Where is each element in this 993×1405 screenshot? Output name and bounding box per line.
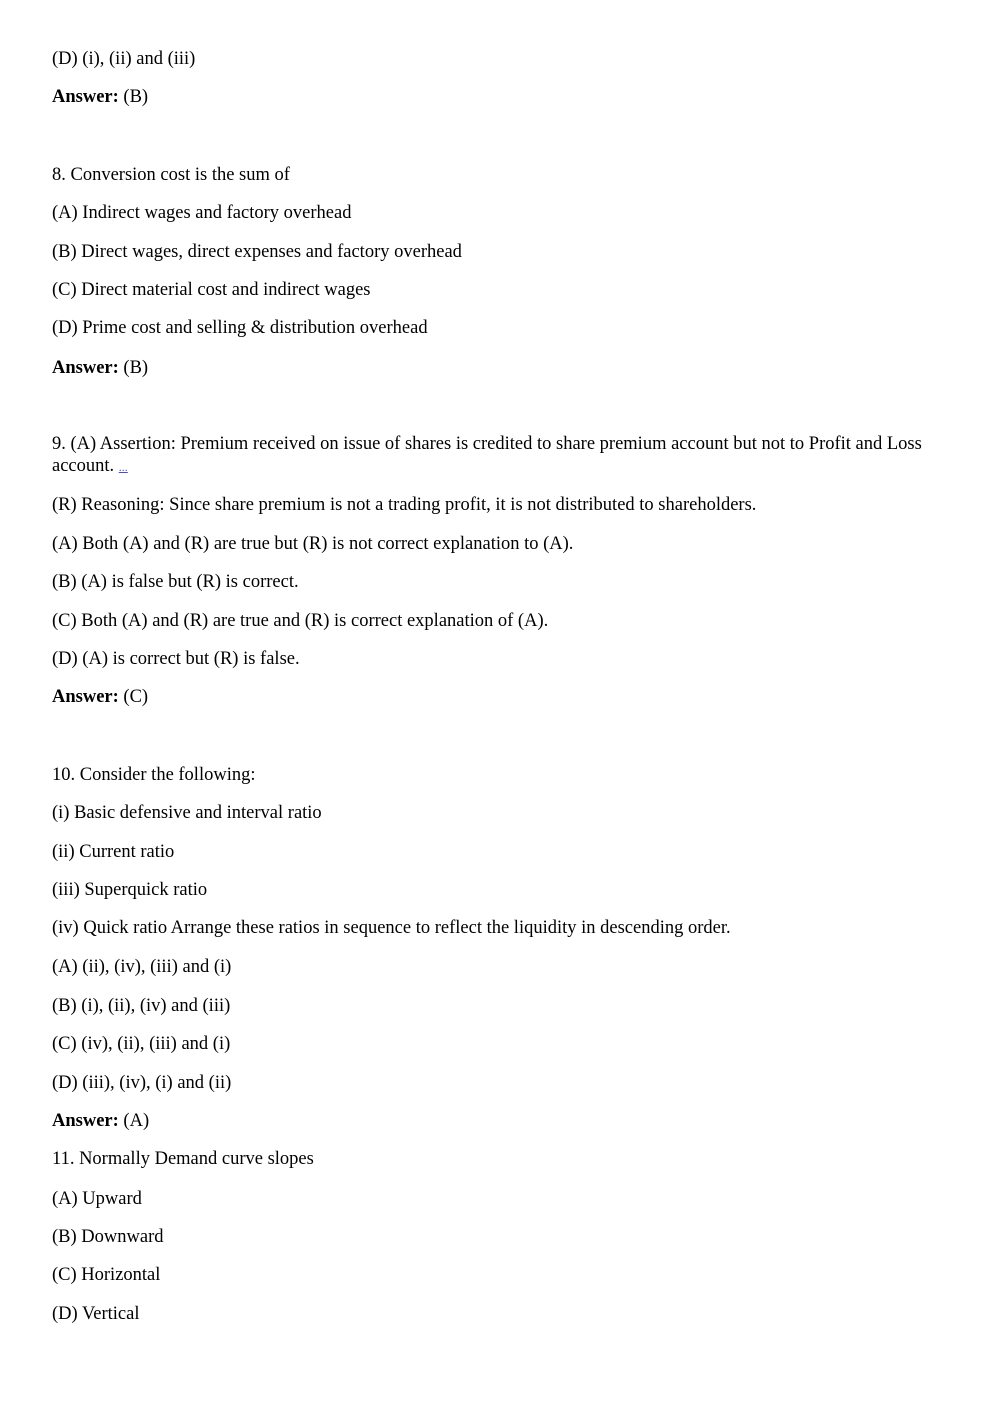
q11-question: 11. Normally Demand curve slopes [52, 1149, 314, 1169]
answer-value: (B) [118, 87, 149, 107]
q10-question: 10. Consider the following: [52, 765, 256, 785]
q7-answer [52, 86, 148, 108]
q11-option-c: (C) Horizontal [52, 1265, 161, 1285]
q11-option-d: (D) Vertical [52, 1304, 140, 1324]
answer-label: Answer: [52, 1111, 119, 1131]
q10-option-d: (D) (iii), (iv), (i) and (ii) [52, 1073, 232, 1093]
answer-value: (C) [118, 687, 149, 707]
q11-option-a: (A) Upward [52, 1189, 142, 1209]
answer-label: Answer: [52, 87, 119, 107]
answer-value: (B) [118, 358, 149, 378]
q9-option-a: (A) Both (A) and (R) are true but (R) is not correct explanation to (A). [52, 534, 574, 554]
q9-answer [52, 686, 148, 708]
q10-item-ii: (ii) Current ratio [52, 842, 175, 862]
answer-label: Answer: [52, 358, 119, 378]
q8-option-d: (D) Prime cost and selling & distribution overhead [52, 318, 428, 338]
q10-option-c: (C) (iv), (ii), (iii) and (i) [52, 1034, 231, 1054]
q8-answer [52, 357, 148, 379]
q9-option-c: (C) Both (A) and (R) are true and (R) is correct explanation of (A). [52, 611, 549, 631]
q10-item-iv: (iv) Quick ratio Arrange these ratios in sequence to reflect the liquidity in descending order. [52, 918, 731, 938]
q7-option-d: (D) (i), (ii) and (iii) [52, 49, 196, 69]
q8-option-c: (C) Direct material cost and indirect wages [52, 280, 371, 300]
q9-question [52, 433, 952, 478]
q9-reasoning: (R) Reasoning: Since share premium is not a trading profit, it is not distributed to shareholders. [52, 495, 757, 515]
q11-option-b: (B) Downward [52, 1227, 164, 1247]
q9-option-b: (B) (A) is false but (R) is correct. [52, 572, 299, 592]
q8-option-b: (B) Direct wages, direct expenses and factory overhead [52, 242, 462, 262]
q10-item-iii: (iii) Superquick ratio [52, 880, 208, 900]
q10-option-b: (B) (i), (ii), (iv) and (iii) [52, 996, 231, 1016]
q8-question: 8. Conversion cost is the sum of [52, 165, 290, 185]
answer-value: (A) [118, 1111, 150, 1131]
answer-label: Answer: [52, 687, 119, 707]
q9-option-d: (D) (A) is correct but (R) is false. [52, 649, 300, 669]
q9-question-text: 9. (A) Assertion: Premium received on issue of shares is credited to share premium account but not to Profit and Loss account. [52, 434, 922, 476]
more-link[interactable]: ... [118, 460, 128, 474]
q10-answer [52, 1110, 149, 1132]
q10-item-i: (i) Basic defensive and interval ratio [52, 803, 322, 823]
q8-option-a: (A) Indirect wages and factory overhead [52, 203, 352, 223]
q10-option-a: (A) (ii), (iv), (iii) and (i) [52, 957, 232, 977]
